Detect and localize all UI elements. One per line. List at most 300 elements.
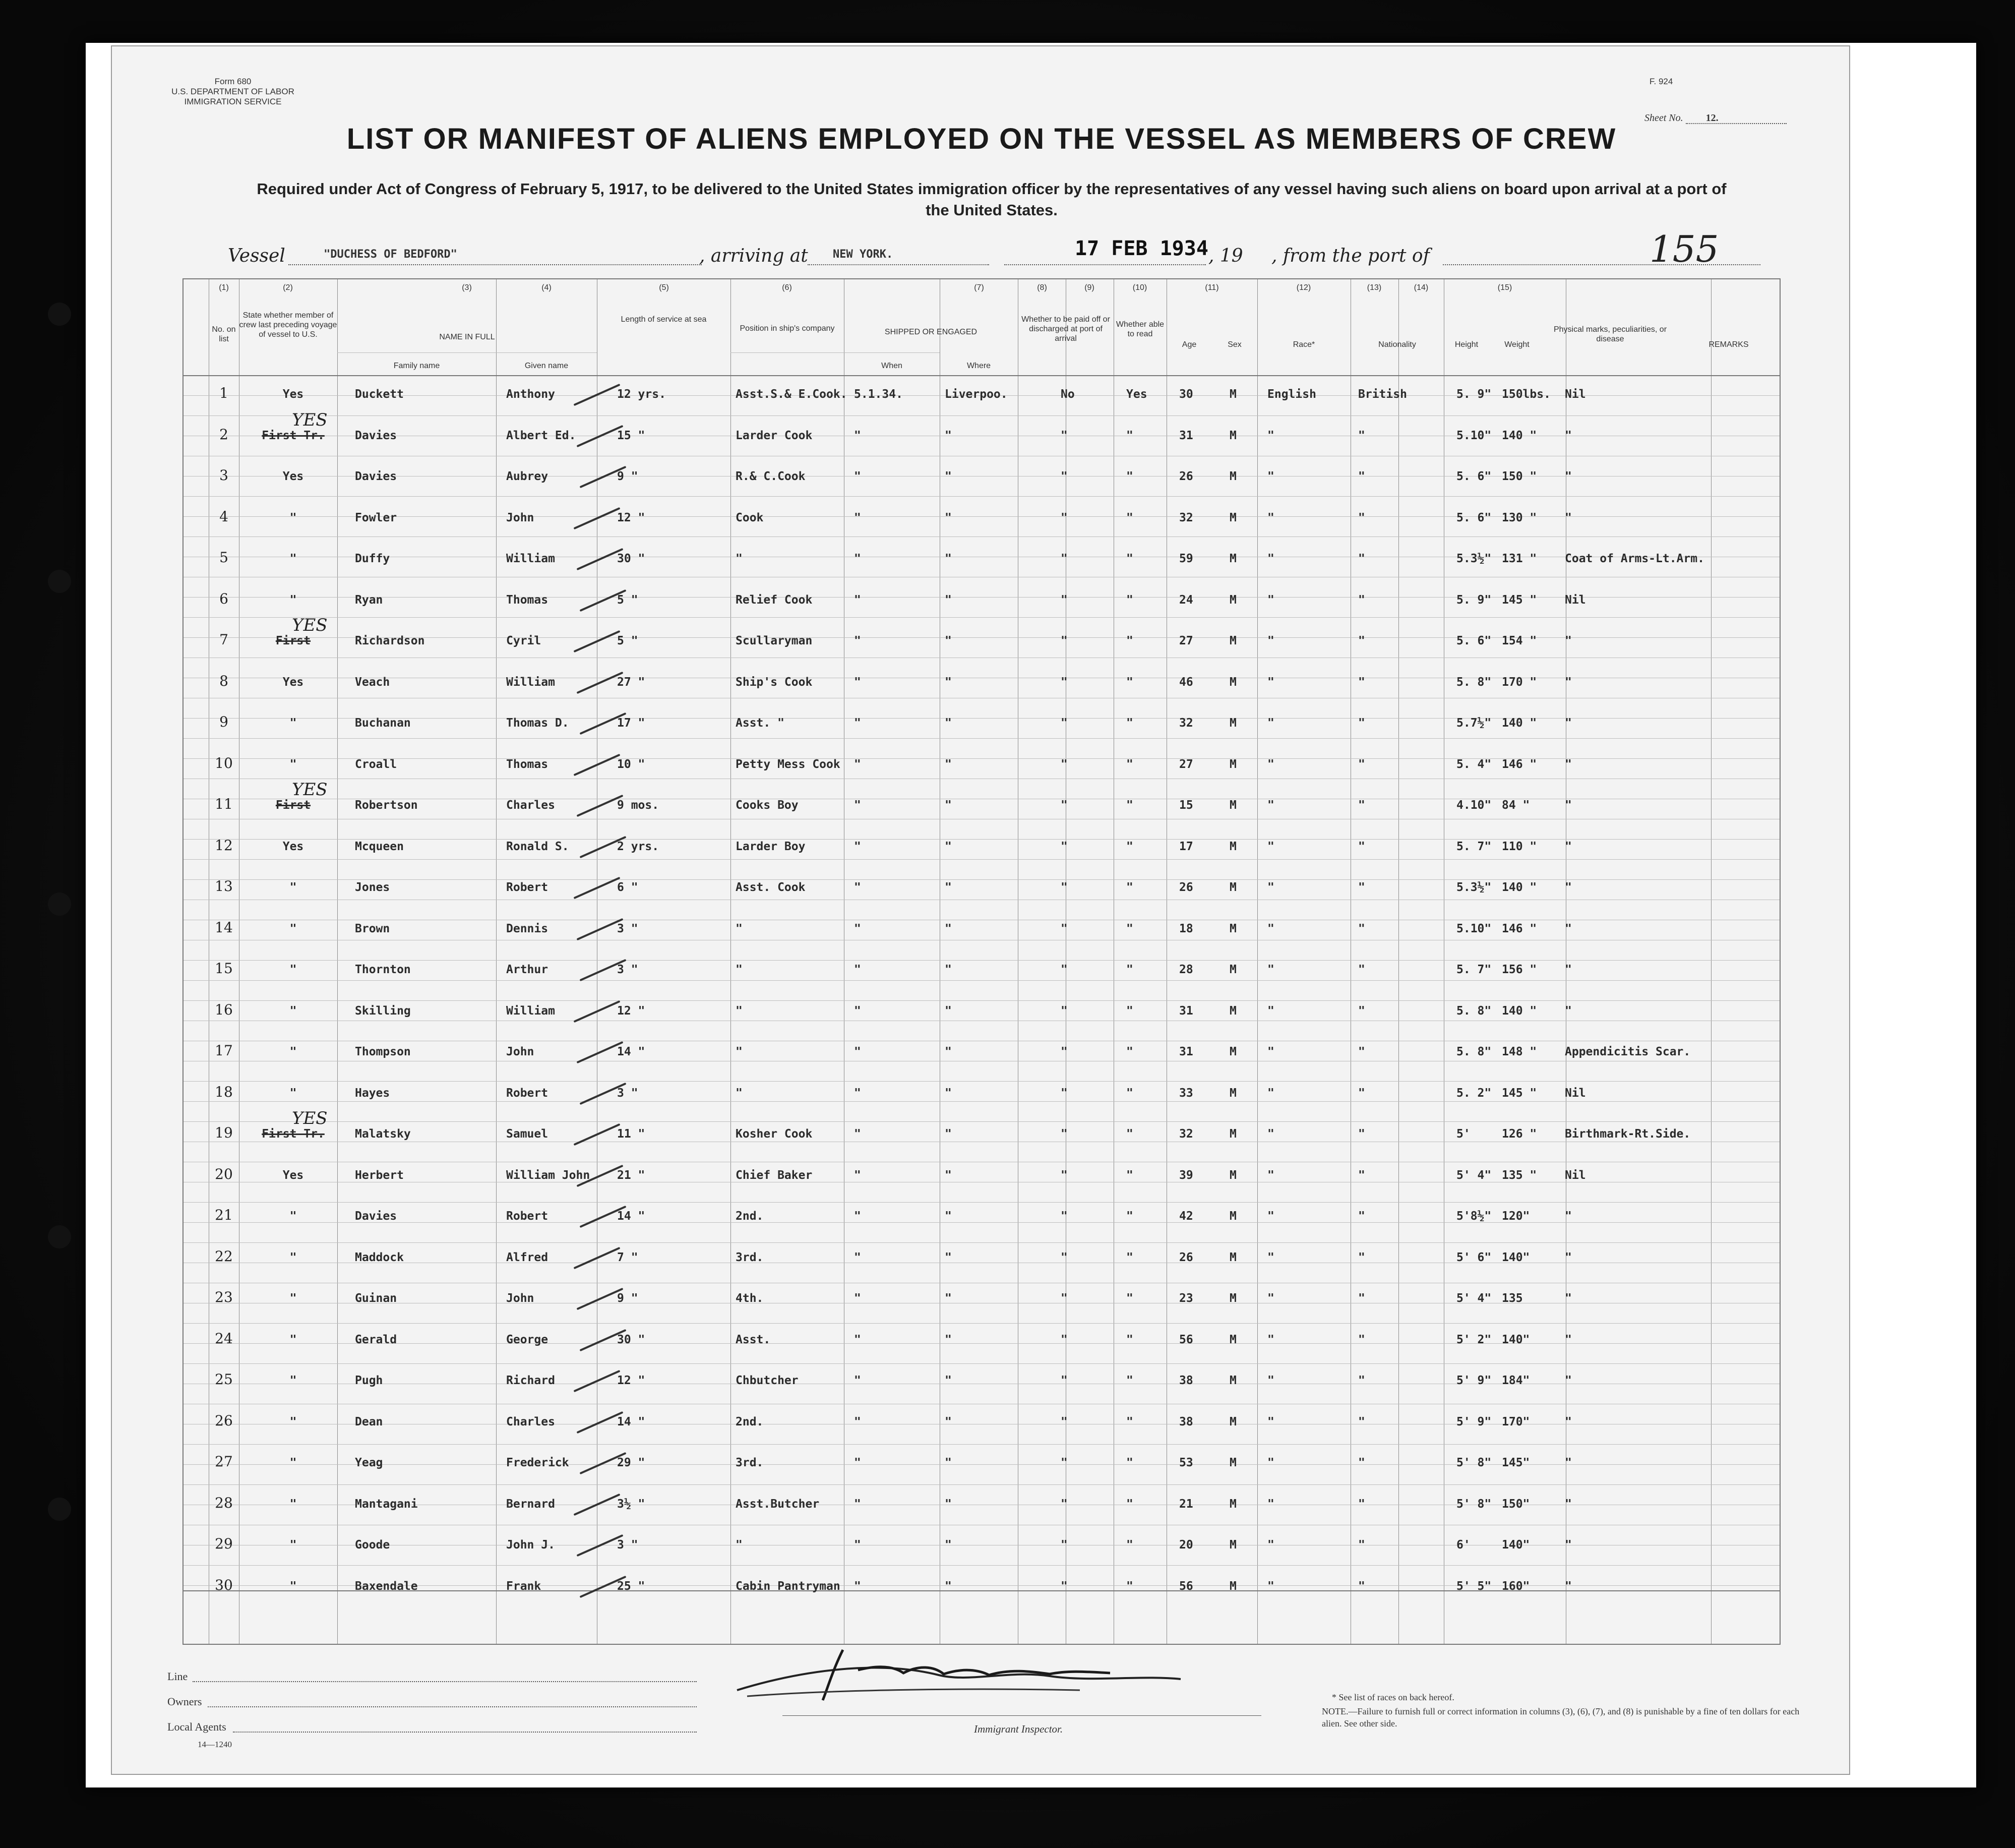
cell-read: " (1126, 634, 1133, 647)
cell-where: " (945, 840, 952, 853)
cell-given: Dennis (506, 922, 548, 935)
cell-service: 3½ " (617, 1497, 645, 1511)
ruled-line (184, 415, 1780, 416)
punch-hole (48, 892, 71, 916)
cell-family: Robertson (355, 799, 418, 812)
inspector-rule (782, 1715, 1261, 1716)
cell-age: 46 (1179, 675, 1193, 689)
cell-nat: " (1358, 922, 1365, 935)
arriving-label: , arriving at (699, 246, 808, 266)
punch-hole (48, 303, 71, 326)
cell-weight: 184" (1502, 1374, 1530, 1387)
cell-paid: " (1061, 1374, 1068, 1387)
cell-where: " (945, 429, 952, 442)
cell-nat: " (1358, 1333, 1365, 1346)
cell-sex: M (1230, 1497, 1237, 1511)
cell-family: Richardson (355, 634, 425, 647)
cell-prev: " (289, 1292, 297, 1305)
cell-height: 5.3½" (1456, 881, 1492, 894)
cell-age: 59 (1179, 552, 1193, 565)
cell-service: 14 " (617, 1210, 645, 1223)
cell-given: John J. (506, 1538, 555, 1552)
cell-service: 21 " (617, 1168, 645, 1182)
cell-height: 5. 7" (1456, 840, 1492, 853)
cell-service: 5 " (617, 634, 638, 647)
cell-sex: M (1230, 1292, 1237, 1305)
cell-race: " (1267, 470, 1274, 483)
cell-where: " (945, 717, 952, 730)
cell-nat: British (1358, 388, 1407, 401)
cell-marks: " (1565, 1415, 1572, 1428)
form-header (152, 77, 314, 107)
cell-marks: " (1565, 1456, 1572, 1469)
cell-weight: 126 " (1502, 1127, 1537, 1141)
row-number: 22 (215, 1247, 233, 1265)
cell-race: " (1267, 1086, 1274, 1100)
cell-service: 14 " (617, 1415, 645, 1428)
cell-race: English (1267, 388, 1316, 401)
cell-service: 25 " (617, 1579, 645, 1593)
subtitle: Required under Act of Congress of February 5, 1917, to be delivered to the United States immigration officer by the representatives of any vessel having such aliens on board upon arrival at a port of the United States. (257, 180, 1727, 219)
cell-paid: " (1061, 552, 1068, 565)
cell-nat: " (1358, 429, 1365, 442)
cell-when: " (854, 552, 861, 565)
cell-age: 18 (1179, 922, 1193, 935)
cell-given: George (506, 1333, 548, 1346)
column-number: (11) (1205, 283, 1219, 292)
header-sex: Sex (1228, 340, 1242, 349)
cell-family: Baxendale (355, 1579, 418, 1593)
cell-when: " (854, 1538, 861, 1552)
cell-height: 5' 5" (1456, 1579, 1492, 1593)
tick-mark (577, 548, 624, 570)
ruled-line (184, 879, 1780, 880)
cell-race: " (1267, 1579, 1274, 1593)
cell-when: 5.1.34. (854, 388, 903, 401)
cell-when: " (854, 963, 861, 976)
cell-sex: M (1230, 1415, 1237, 1428)
cell-service: 12 " (617, 1004, 645, 1018)
cell-service: 15 " (617, 429, 645, 442)
cell-family: Davies (355, 470, 397, 483)
cell-height: 5. 9" (1456, 388, 1492, 401)
cell-prev: " (289, 511, 297, 524)
cell-nat: " (1358, 1004, 1365, 1018)
cell-read: " (1126, 552, 1133, 565)
cell-race: " (1267, 1374, 1274, 1387)
column-number: (12) (1296, 283, 1311, 292)
ruled-line (184, 1081, 1780, 1082)
cell-weight: 148 " (1502, 1045, 1537, 1058)
cell-position: " (736, 552, 743, 565)
cell-read: " (1126, 675, 1133, 689)
cell-paid: " (1061, 1456, 1068, 1469)
cell-weight: 84 " (1502, 799, 1530, 812)
cell-given: John (506, 1292, 534, 1305)
cell-sex: M (1230, 388, 1237, 401)
cell-marks: Nil (1565, 388, 1586, 401)
column-rule (1711, 279, 1712, 1644)
local-agents-rule (233, 1732, 697, 1733)
row-number: 17 (215, 1042, 233, 1059)
cell-family: Buchanan (355, 717, 411, 730)
cell-age: 31 (1179, 1004, 1193, 1018)
cell-age: 32 (1179, 511, 1193, 524)
cell-weight: 160" (1502, 1579, 1530, 1593)
cell-position: " (736, 1004, 743, 1018)
ruled-line (184, 1000, 1780, 1001)
cell-height: 5. 7" (1456, 963, 1492, 976)
cell-paid: " (1061, 1415, 1068, 1428)
cell-sex: M (1230, 634, 1237, 647)
ruled-line (184, 496, 1780, 497)
column-rule (730, 279, 731, 1644)
cell-prev: Yes (282, 1168, 304, 1182)
cell-nat: " (1358, 1374, 1365, 1387)
cell-race: " (1267, 1045, 1274, 1058)
cell-service: 2 yrs. (617, 840, 659, 853)
cell-height: 5'8½" (1456, 1210, 1492, 1223)
cell-sex: M (1230, 1086, 1237, 1100)
cell-where: " (945, 593, 952, 607)
cell-family: Skilling (355, 1004, 411, 1018)
cell-race: " (1267, 881, 1274, 894)
cell-sex: M (1230, 717, 1237, 730)
cell-where: " (945, 881, 952, 894)
cell-age: 33 (1179, 1086, 1193, 1100)
cell-paid: " (1061, 1333, 1068, 1346)
cell-service: 10 " (617, 757, 645, 771)
vessel-line (228, 246, 285, 266)
cell-given: John (506, 1045, 534, 1058)
sheet-label: Sheet No. (1644, 112, 1683, 124)
tick-mark (577, 671, 624, 693)
cell-marks: " (1565, 1004, 1572, 1018)
cell-weight: 140 " (1502, 881, 1537, 894)
cell-marks: " (1565, 1292, 1572, 1305)
cell-marks: " (1565, 757, 1572, 771)
cell-sex: M (1230, 470, 1237, 483)
cell-position: Cook (736, 511, 764, 524)
cell-read: " (1126, 840, 1133, 853)
cell-where: Liverpoo. (945, 388, 1008, 401)
cell-read: " (1126, 1250, 1133, 1264)
cell-position: Asst.S.& E.Cook. (736, 388, 847, 401)
ruled-line (184, 1464, 1780, 1465)
cell-when: " (854, 1497, 861, 1511)
cell-height: 5. 6" (1456, 634, 1492, 647)
cell-given: William (506, 552, 555, 565)
column-number: (6) (782, 283, 792, 292)
cell-paid: " (1061, 840, 1068, 853)
ruled-line (184, 1343, 1780, 1344)
cell-when: " (854, 1168, 861, 1182)
ruled-line (184, 1121, 1780, 1122)
cell-when: " (854, 1415, 861, 1428)
fine-note: NOTE.—Failure to furnish full or correct information in columns (3), (6), (7), and (8) is punishable by a fine of ten dollars for each alien. See other side. (1322, 1706, 1800, 1728)
cell-prev: " (289, 1086, 297, 1100)
header-given-name: Given name (524, 362, 569, 370)
cell-weight: 145 " (1502, 1086, 1537, 1100)
cell-weight: 135 (1502, 1292, 1523, 1305)
cell-position: Ship's Cook (736, 675, 813, 689)
row-number: 27 (215, 1453, 233, 1470)
cell-position: Relief Cook (736, 593, 813, 607)
cell-service: 12 " (617, 511, 645, 524)
cell-height: 5' 4" (1456, 1292, 1492, 1305)
cell-given: Arthur (506, 963, 548, 976)
cell-family: Mcqueen (355, 840, 404, 853)
cell-given: Richard (506, 1374, 555, 1387)
cell-height: 5. 8" (1456, 1045, 1492, 1058)
cell-family: Dean (355, 1415, 383, 1428)
cell-prev: " (289, 922, 297, 935)
cell-weight: 150 " (1502, 470, 1537, 483)
cell-sex: M (1230, 1045, 1237, 1058)
cell-when: " (854, 1292, 861, 1305)
handwritten-yes: YES (292, 615, 328, 635)
cell-race: " (1267, 717, 1274, 730)
cell-race: " (1267, 1250, 1274, 1264)
cell-given: Charles (506, 799, 555, 812)
cell-sex: M (1230, 675, 1237, 689)
cell-read: Yes (1126, 388, 1147, 401)
ruled-line (184, 1242, 1780, 1243)
cell-marks: " (1565, 511, 1572, 524)
cell-height: 5' 8" (1456, 1456, 1492, 1469)
vessel-name: "DUCHESS OF BEDFORD" (324, 248, 457, 261)
row-number: 28 (215, 1494, 233, 1511)
cell-marks: " (1565, 1250, 1572, 1264)
cell-when: " (854, 922, 861, 935)
cell-weight: 170" (1502, 1415, 1530, 1428)
cell-age: 27 (1179, 757, 1193, 771)
date-rule (1004, 264, 1206, 265)
cell-age: 30 (1179, 388, 1193, 401)
cell-family: Brown (355, 922, 390, 935)
header-race: Race* (1293, 340, 1315, 349)
cell-where: " (945, 634, 952, 647)
cell-marks: " (1565, 840, 1572, 853)
cell-nat: " (1358, 593, 1365, 607)
cell-where: " (945, 1497, 952, 1511)
punch-hole (48, 570, 71, 593)
cell-where: " (945, 1127, 952, 1141)
cell-read: " (1126, 429, 1133, 442)
ruled-line (184, 1101, 1780, 1102)
table-bottom-rule (184, 1590, 1780, 1591)
cell-nat: " (1358, 1086, 1365, 1100)
header-no-on-list: No. on list (212, 325, 236, 343)
cell-age: 23 (1179, 1292, 1193, 1305)
cell-prev: " (289, 963, 297, 976)
cell-race: " (1267, 593, 1274, 607)
cell-race: " (1267, 1127, 1274, 1141)
row-number: 26 (215, 1412, 233, 1429)
cell-given: Thomas (506, 593, 548, 607)
tick-mark (577, 1411, 624, 1433)
cell-position: Asst. (736, 1333, 771, 1346)
cell-paid: " (1061, 675, 1068, 689)
cell-weight: 140 " (1502, 717, 1537, 730)
cell-height: 5' (1456, 1127, 1471, 1141)
column-rule (1257, 279, 1258, 1644)
cell-position: 4th. (736, 1292, 764, 1305)
row-number: 30 (215, 1576, 233, 1593)
cell-nat: " (1358, 1579, 1365, 1593)
cell-prev: " (289, 552, 297, 565)
cell-when: " (854, 1579, 861, 1593)
column-rule (1398, 279, 1399, 1644)
cell-sex: M (1230, 881, 1237, 894)
cell-when: " (854, 757, 861, 771)
cell-service: 12 yrs. (617, 388, 666, 401)
cell-where: " (945, 799, 952, 812)
ruled-line (184, 516, 1780, 517)
cell-nat: " (1358, 511, 1365, 524)
cell-nat: " (1358, 757, 1365, 771)
ruled-line (184, 597, 1780, 598)
row-number: 29 (215, 1535, 233, 1552)
cell-age: 26 (1179, 881, 1193, 894)
cell-family: Fowler (355, 511, 397, 524)
cell-paid: " (1061, 1086, 1068, 1100)
tick-mark (577, 795, 624, 817)
cell-position: 2nd. (736, 1210, 764, 1223)
handwritten-yes: YES (292, 1108, 328, 1128)
cell-prev: " (289, 757, 297, 771)
cell-family: Malatsky (355, 1127, 411, 1141)
cell-read: " (1126, 1127, 1133, 1141)
cell-race: " (1267, 1415, 1274, 1428)
cell-height: 4.10" (1456, 799, 1492, 812)
column-number: (1) (219, 283, 229, 292)
cell-age: 21 (1179, 1497, 1193, 1511)
cell-nat: " (1358, 1045, 1365, 1058)
header-paid-off: Whether to be paid off or discharged at port of arrival (1021, 315, 1110, 343)
header-where: Where (966, 362, 991, 370)
cell-service: 29 " (617, 1456, 645, 1469)
cell-position: " (736, 922, 743, 935)
cell-height: 5' 9" (1456, 1374, 1492, 1387)
cell-race: " (1267, 1333, 1274, 1346)
cell-paid: " (1061, 429, 1068, 442)
cell-sex: M (1230, 1456, 1237, 1469)
cell-sex: M (1230, 1374, 1237, 1387)
cell-family: Duffy (355, 552, 390, 565)
cell-age: 38 (1179, 1374, 1193, 1387)
cell-given: Frederick (506, 1456, 569, 1469)
cell-when: " (854, 429, 861, 442)
cell-position: R.& C.Cook (736, 470, 806, 483)
cell-weight: 150lbs. (1502, 388, 1551, 401)
cell-paid: " (1061, 1045, 1068, 1058)
cell-sex: M (1230, 922, 1237, 935)
cell-sex: M (1230, 1579, 1237, 1593)
cell-marks: Nil (1565, 1086, 1586, 1100)
cell-read: " (1126, 1456, 1133, 1469)
cell-height: 5. 6" (1456, 511, 1492, 524)
cell-given: Anthony (506, 388, 555, 401)
cell-read: " (1126, 511, 1133, 524)
ruled-line (184, 718, 1780, 719)
tick-mark (577, 1041, 624, 1063)
cell-race: " (1267, 1456, 1274, 1469)
cell-when: " (854, 1127, 861, 1141)
cell-service: 9 " (617, 1292, 638, 1305)
cell-read: " (1126, 593, 1133, 607)
cell-weight: 120" (1502, 1210, 1530, 1223)
cell-given: Thomas D. (506, 717, 569, 730)
cell-nat: " (1358, 1210, 1365, 1223)
cell-paid: " (1061, 470, 1068, 483)
cell-marks: " (1565, 634, 1572, 647)
cell-prev: " (289, 881, 297, 894)
row-number: 23 (215, 1289, 233, 1305)
cell-prev: " (289, 1538, 297, 1552)
port-rule (808, 264, 989, 265)
cell-service: 7 " (617, 1250, 638, 1264)
cell-marks: Birthmark-Rt.Side. (1565, 1127, 1691, 1141)
ruled-line (184, 1222, 1780, 1223)
cell-read: " (1126, 717, 1133, 730)
cell-nat: " (1358, 675, 1365, 689)
cell-prev: First Tr. (262, 429, 325, 442)
cell-family: Herbert (355, 1168, 404, 1182)
cell-nat: " (1358, 1292, 1365, 1305)
cell-when: " (854, 593, 861, 607)
cell-service: 30 " (617, 552, 645, 565)
cell-nat: " (1358, 552, 1365, 565)
cell-where: " (945, 1250, 952, 1264)
tick-mark (577, 1288, 624, 1310)
year-label: , 19 (1208, 246, 1243, 266)
cell-read: " (1126, 1086, 1133, 1100)
cell-paid: " (1061, 634, 1068, 647)
sheet-value: 12. (1686, 113, 1787, 124)
cell-age: 39 (1179, 1168, 1193, 1182)
cell-age: 56 (1179, 1333, 1193, 1346)
row-number: 5 (219, 549, 228, 566)
cell-given: Robert (506, 881, 548, 894)
cell-read: " (1126, 1415, 1133, 1428)
cell-when: " (854, 799, 861, 812)
cell-where: " (945, 1004, 952, 1018)
row-number: 10 (215, 754, 233, 771)
cell-weight: 135 " (1502, 1168, 1537, 1182)
cell-prev: " (289, 1579, 297, 1593)
row-number: 15 (215, 960, 233, 977)
header-physical: Physical marks, peculiarities, or disease (1553, 325, 1667, 343)
header-nationality: Nationality (1378, 340, 1416, 349)
cell-position: Scullaryman (736, 634, 813, 647)
ruled-line (184, 758, 1780, 759)
cell-weight: 140" (1502, 1250, 1530, 1264)
cell-age: 26 (1179, 1250, 1193, 1264)
cell-nat: " (1358, 963, 1365, 976)
cell-when: " (854, 717, 861, 730)
cell-marks: " (1565, 717, 1572, 730)
cell-prev: Yes (282, 675, 304, 689)
cell-sex: M (1230, 840, 1237, 853)
cell-position: Asst. " (736, 717, 784, 730)
owners-label: Owners (167, 1695, 202, 1708)
cell-height: 5. 4" (1456, 757, 1492, 771)
cell-race: " (1267, 922, 1274, 935)
cell-weight: 145" (1502, 1456, 1530, 1469)
cell-paid: " (1061, 881, 1068, 894)
header-position: Position in ship's company (740, 324, 835, 333)
